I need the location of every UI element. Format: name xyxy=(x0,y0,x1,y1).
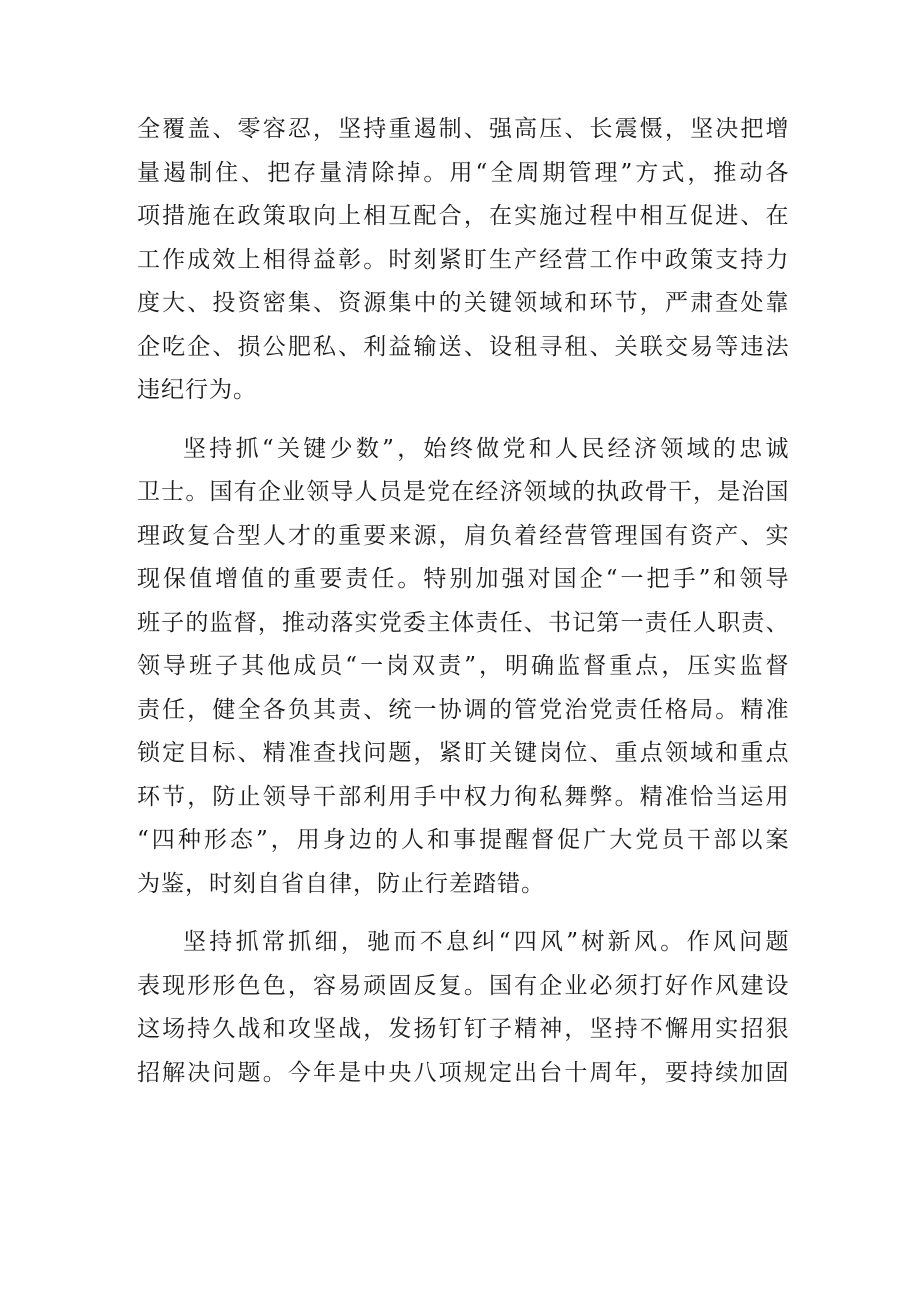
text-line: 责任，健全各负其责、统一协调的管党治党责任格局。精准 xyxy=(137,696,789,723)
text-line: 环节，防止领导干部利用手中权力徇私舞弊。精准恰当运用 xyxy=(137,783,789,810)
paragraph xyxy=(137,428,789,907)
text-line: “四种形态”，用身边的人和事提醒督促广大党员干部以案 xyxy=(137,827,789,853)
text-line: 为鉴，时刻自省自律，防止行差踏错。 xyxy=(137,870,545,897)
paragraph xyxy=(137,921,789,1095)
text-line: 坚持抓常抓细，驰而不息纠“四风”树新风。作风问题 xyxy=(183,929,789,955)
paragraph xyxy=(137,108,789,413)
text-line: 这场持久战和攻坚战，发扬钉钉子精神，坚持不懈用实招狠 xyxy=(137,1016,789,1042)
text-line: 坚持抓“关键少数”，始终做党和人民经济领域的忠诚 xyxy=(183,435,789,462)
text-line: 现保值增值的重要责任。特别加强对国企“一把手”和领导 xyxy=(137,566,789,592)
text-line: 项措施在政策取向上相互配合，在实施过程中相互促进、在 xyxy=(137,203,789,229)
document-body xyxy=(137,108,789,1095)
text-line: 全覆盖、零容忍，坚持重遏制、强高压、长震慑，坚决把增 xyxy=(137,116,789,142)
text-line: 卫士。国有企业领导人员是党在经济领域的执政骨干，是治国 xyxy=(137,479,789,505)
text-line: 班子的监督，推动落实党委主体责任、书记第一责任人职责、 xyxy=(137,609,789,636)
text-line: 锁定目标、精准查找问题，紧盯关键岗位、重点领域和重点 xyxy=(137,740,789,766)
text-line: 度大、投资密集、资源集中的关键领域和环节，严肃查处靠 xyxy=(137,290,789,316)
paragraph-gap xyxy=(137,413,789,428)
text-line: 违纪行为。 xyxy=(137,377,257,403)
text-line: 表现形形色色，容易顽固反复。国有企业必须打好作风建设 xyxy=(137,972,789,999)
text-line: 理政复合型人才的重要来源，肩负着经营管理国有资产、实 xyxy=(137,522,789,549)
text-line: 领导班子其他成员“一岗双责”，明确监督重点，压实监督 xyxy=(137,653,789,679)
text-line: 量遏制住、把存量清除掉。用“全周期管理”方式，推动各 xyxy=(137,159,789,186)
text-line: 企吃企、损公肥私、利益输送、设租寻租、关联交易等违法 xyxy=(137,333,789,360)
text-line: 招解决问题。今年是中央八项规定出台十周年，要持续加固 xyxy=(137,1059,789,1086)
paragraph-gap xyxy=(137,906,789,921)
text-line: 工作成效上相得益彰。时刻紧盯生产经营工作中政策支持力 xyxy=(137,246,789,273)
